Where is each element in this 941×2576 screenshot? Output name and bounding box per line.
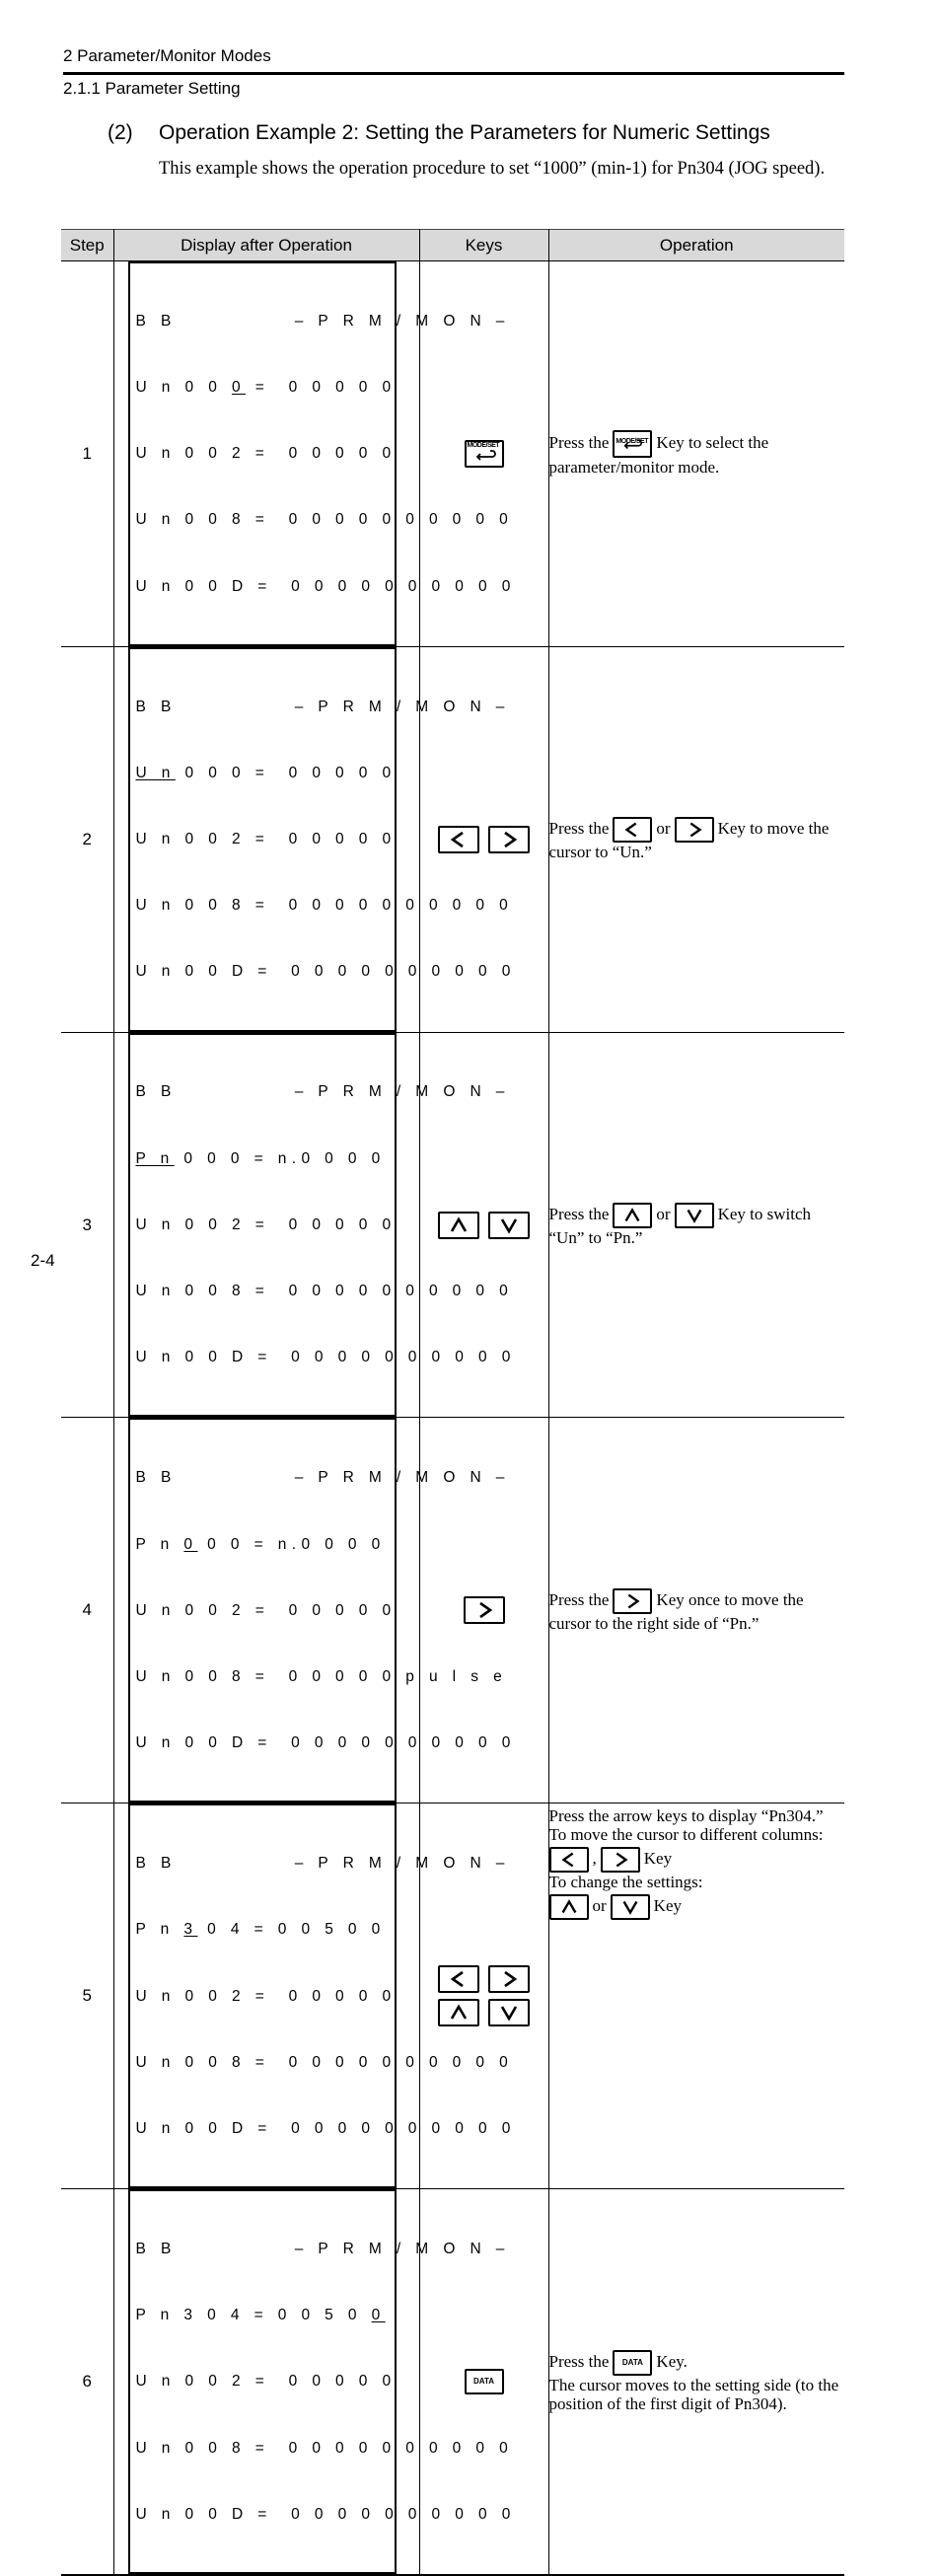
intro-paragraph: This example shows the operation procedure to set “1000” (min-1) for Pn304 (JOG speed). [159,159,826,179]
lcd-value: 0 0 0 0 0 [288,1601,397,1619]
lcd-status: B B [135,1083,177,1101]
lcd-param: U n 0 0 8 = [135,1283,270,1300]
lcd-param: U n 0 0 0 = [135,764,270,781]
lcd-param: U n 0 0 2 = [135,1601,270,1619]
down-arrow-icon [490,1214,528,1237]
lcd-param: U n 0 0 2 = [135,445,270,463]
operator-display [128,647,516,1032]
lcd-status: B B [135,2240,177,2257]
operator-display [128,1033,516,1418]
right-key [601,1847,640,1873]
lcd-param: P n 3 0 4 = 0 0 5 0 0 [135,2307,386,2324]
left-arrow-icon [551,1849,587,1871]
mode-set-key: MODE/SET [465,440,504,468]
step-number: 1 [61,261,113,647]
lcd-param: U n 0 0 D = [135,2505,272,2523]
right-arrow-icon [615,1590,650,1612]
down-arrow-icon [677,1205,712,1226]
lcd-value: 0 0 0 0 0 [288,445,397,463]
lcd-param: U n 0 0 8 = [135,2053,270,2071]
operation-text: Press the Key once to move the cursor to the right side of “Pn.” [548,1418,844,1803]
page-number: 2-4 [31,1251,55,1270]
up-key [438,1212,479,1239]
left-key [438,826,479,853]
chapter-header: 2 Parameter/Monitor Modes [63,46,271,65]
down-key [611,1894,650,1920]
right-arrow-icon [490,828,528,851]
lcd-param: U n 0 0 D = [135,1734,272,1752]
step-number: 4 [61,1418,113,1803]
step-number: 5 [61,1803,113,2189]
lcd-param: U n 0 0 D = [135,1349,272,1366]
lcd-mode: – P R M / M O N – [294,2240,510,2257]
left-key [613,817,652,843]
right-arrow-icon [677,819,712,841]
lcd-mode: – P R M / M O N – [294,312,510,330]
right-arrow-icon [603,1849,638,1871]
operation-text: Press the or Key to move the cursor to “Un.” [548,646,844,1032]
up-key [438,1999,479,2026]
up-key [613,1203,652,1228]
table-row [61,646,844,1032]
lcd-param: U n 0 0 8 = [135,897,270,915]
up-arrow-icon [615,1205,650,1226]
section-title: Operation Example 2: Setting the Parameters for Numeric Settings [159,121,770,144]
lcd-param: U n 0 0 2 = [135,2373,270,2391]
lcd-value: 0 0 0 0 0 0 0 0 0 0 [288,897,514,915]
mode-set-icon [615,432,650,454]
header-keys: Keys [419,230,548,261]
down-key [488,1212,530,1239]
lcd-value: 0 0 0 0 0 0 0 0 0 0 [291,2119,516,2137]
mode-set-key: MODE/SET [613,430,652,458]
left-arrow-icon [440,1967,477,1991]
section-number: (2) [108,121,133,144]
step-number: 2 [61,646,113,1032]
lcd-value: 0 0 0 0 0 0 0 0 0 0 [291,577,516,595]
lcd-value: 0 0 0 0 0 0 0 0 0 0 [291,1734,516,1752]
lcd-value: 0 0 0 0 0 [288,2373,397,2391]
lcd-param: U n 0 0 8 = [135,1667,270,1685]
lcd-param: U n 0 0 D = [135,2119,272,2137]
down-arrow-icon [613,1896,648,1918]
lcd-param: U n 0 0 8 = [135,511,270,529]
right-arrow-icon [490,1967,528,1991]
step-number: 6 [61,2189,113,2575]
lcd-value: 0 0 0 0 0 0 0 0 0 0 [291,963,516,981]
lcd-param: U n 0 0 2 = [135,1987,270,2005]
left-arrow-icon [440,828,477,851]
up-arrow-icon [551,1896,587,1918]
data-key: DATA [613,2350,652,2376]
right-key [675,817,714,843]
lcd-value: 0 0 0 0 0 [288,379,397,397]
header-display: Display after Operation [113,230,419,261]
header-operation: Operation [548,230,844,261]
lcd-mode: – P R M / M O N – [294,1083,510,1101]
lcd-param: P n 0 0 0 = n.0 0 0 0 [135,1535,386,1553]
section-header: 2.1.1 Parameter Setting [63,79,241,98]
down-arrow-icon [490,2001,528,2024]
table-row [61,1418,844,1803]
up-key [549,1894,589,1920]
lcd-param: U n 0 0 8 = [135,2439,270,2457]
lcd-param: U n 0 0 0 = [135,379,270,397]
down-key [488,1999,530,2026]
lcd-status: B B [135,1469,177,1487]
right-key [488,1965,530,1993]
operation-table [61,229,844,2576]
lcd-status: B B [135,312,177,330]
lcd-value: 0 0 0 0 0 0 0 0 0 0 [288,511,514,529]
header-step: Step [61,230,113,261]
right-key [464,1596,505,1624]
lcd-value: 0 0 0 0 0 0 0 0 0 0 [291,1349,516,1366]
lcd-param: P n 3 0 4 = 0 0 5 0 0 [135,1921,386,1939]
lcd-value: 0 0 0 0 0 0 0 0 0 0 [291,2505,516,2523]
lcd-value: 0 0 0 0 0 0 0 0 0 0 [288,2053,514,2071]
operation-text: Press the or Key to switch “Un” to “Pn.” [548,1032,844,1418]
lcd-mode: – P R M / M O N – [294,698,510,715]
up-arrow-icon [440,1214,477,1237]
table-row [61,1803,844,2189]
lcd-value: 0 0 0 0 0 0 0 0 0 0 [288,1283,514,1300]
right-arrow-icon [466,1598,503,1622]
lcd-mode: – P R M / M O N – [294,1855,510,1873]
lcd-value: 0 0 0 0 0 [288,831,397,848]
lcd-param: U n 0 0 2 = [135,831,270,848]
lcd-value: 0 0 0 0 0 p u l s e [288,1667,508,1685]
lcd-status: B B [135,698,177,715]
lcd-value: 0 0 0 0 0 [288,1987,397,2005]
lcd-value: 0 0 0 0 0 [288,1215,397,1233]
right-key [613,1588,652,1614]
operation-text: Press the DATA Key. The cursor moves to the setting side (to the position of the first digit of Pn304). [548,2189,844,2575]
left-arrow-icon [615,819,650,841]
down-key [675,1203,714,1228]
table-row [61,1032,844,1418]
header-rule [63,72,844,75]
lcd-value: 0 0 0 0 0 0 0 0 0 0 [288,2439,514,2457]
up-arrow-icon [440,2001,477,2024]
lcd-value: 0 0 0 0 0 [288,764,397,781]
lcd-param: U n 0 0 D = [135,577,272,595]
operator-display [128,1803,516,2188]
operator-display [128,1418,516,1803]
lcd-mode: – P R M / M O N – [294,1469,510,1487]
data-key: DATA [465,2369,504,2394]
lcd-status: B B [135,1855,177,1873]
table-row [61,2189,844,2575]
right-key [488,826,530,853]
operation-text: Press the arrow keys to display “Pn304.” To move the cursor to different columns: , Key To change the settings: or Key [548,1803,844,2189]
operation-text: Press the MODE/SET Key to select the parameter/monitor mode. [548,261,844,647]
lcd-param: U n 0 0 2 = [135,1215,270,1233]
mode-set-icon [467,442,504,466]
step-number: 3 [61,1032,113,1418]
left-key [438,1965,479,1993]
left-key [549,1847,589,1873]
table-row [61,261,844,647]
lcd-param: P n 0 0 0 = n.0 0 0 0 [135,1149,386,1167]
lcd-param: U n 0 0 D = [135,963,272,981]
